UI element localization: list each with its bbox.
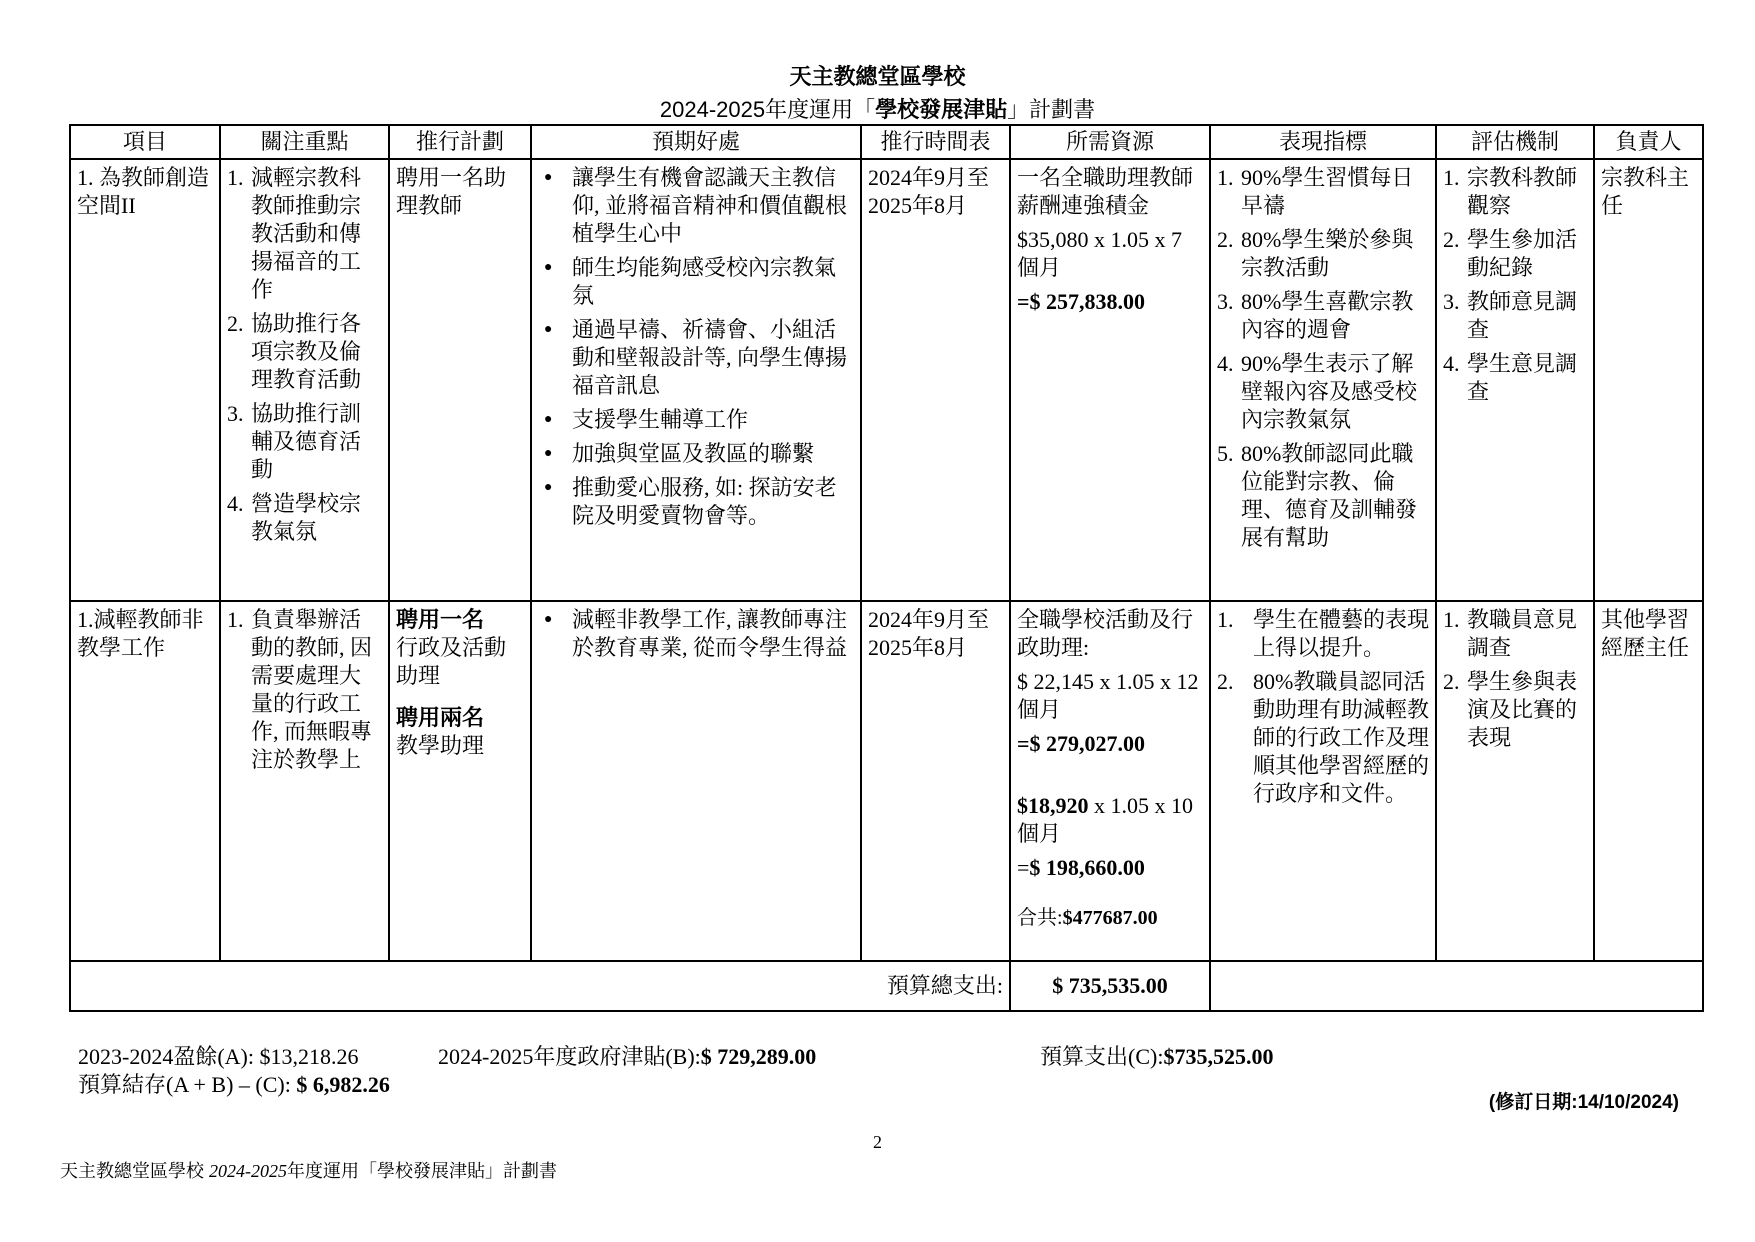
subsidy: 2024-2025年度政府津貼(B):$ 729,289.00	[438, 1044, 817, 1069]
col-header-benefits: 預期好處	[531, 125, 861, 159]
list-item: 1. 宗教科教師觀察	[1443, 165, 1578, 218]
cell-evaluation	[1436, 159, 1594, 601]
list-item: 3. 教師意見調查	[1443, 289, 1578, 342]
plan-b-bold: 聘用兩名	[396, 705, 485, 730]
list-item: ● 加強與堂區及教區的聯繫	[538, 440, 854, 468]
footer: 天主教總堂區學校 2024-2025年度運用「學校發展津貼」計劃書	[60, 1161, 558, 1181]
resource-calc-2: $18,920 x 1.05 x 10個月	[1017, 793, 1193, 846]
list-item: ● 支援學生輔導工作	[538, 406, 854, 434]
list-item: 2. 學生參與表演及比賽的表現	[1443, 669, 1578, 750]
plan-a: 行政及活動助理	[396, 635, 507, 688]
table-row	[70, 159, 1703, 601]
col-header-item: 項目	[70, 125, 220, 159]
cell-schedule: 2024年9月至2025年8月	[861, 159, 1010, 601]
list-item: 4. 90%學生表示了解壁報內容及感受校內宗教氣氛	[1217, 351, 1418, 432]
cell-evaluation	[1436, 601, 1594, 961]
plan-a-bold: 聘用一名	[396, 607, 485, 632]
resource-total-1: =$ 279,027.00	[1017, 731, 1146, 756]
list-item: 2. 協助推行各項宗教及倫理教育活動	[227, 311, 362, 392]
surplus: 2023-2024盈餘(A): $13,218.26	[78, 1044, 359, 1069]
cell-item: 1.減輕教師非教學工作	[70, 601, 220, 961]
total-empty	[1210, 961, 1703, 1011]
plan-table	[69, 124, 1704, 1012]
col-header-evaluation: 評估機制	[1436, 125, 1594, 159]
total-value: $ 735,535.00	[1010, 961, 1210, 1011]
revision-date: (修訂日期:14/10/2024)	[1488, 1092, 1679, 1113]
col-header-focus: 關注重點	[220, 125, 389, 159]
cell-plan: 聘用一名助理教師	[389, 159, 531, 601]
table-row	[70, 601, 1703, 961]
resource-sum: 合共:$477687.00	[1017, 907, 1158, 929]
total-label: 預算總支出:	[70, 961, 1010, 1011]
cell-benefits	[531, 601, 861, 961]
list-item: 3. 協助推行訓輔及德育活動	[227, 401, 362, 482]
school-title: 天主教總堂區學校	[789, 64, 966, 89]
list-item: 5. 80%教師認同此職位能對宗教、倫理、德育及訓輔發展有幫助	[1217, 441, 1418, 550]
resource-desc: 一名全職助理教師薪酬連強積金	[1017, 165, 1194, 218]
plan-title-suffix: 」計劃書	[1007, 97, 1096, 122]
resource-calc: $35,080 x 1.05 x 7 個月	[1017, 227, 1182, 280]
list-item: ● 通過早禱、祈禱會、小組活動和壁報設計等, 向學生傳揚福音訊息	[538, 316, 854, 400]
col-header-owner: 負責人	[1594, 125, 1703, 159]
list-item: 4. 營造學校宗教氣氛	[227, 491, 362, 544]
list-item: ● 師生均能夠感受校內宗教氣氛	[538, 254, 854, 310]
cell-indicators	[1210, 601, 1436, 961]
resource-calc-1: $ 22,145 x 1.05 x 12個月	[1017, 669, 1199, 722]
list-item: 1. 學生在體藝的表現上得以提升。	[1217, 607, 1430, 660]
list-item: 2. 80%學生樂於參與宗教活動	[1217, 227, 1414, 280]
expense: 預算支出(C):$735,525.00	[1040, 1044, 1274, 1069]
list-item: 1. 減輕宗教科教師推動宗教活動和傳揚福音的工作	[227, 165, 362, 302]
resource-total: =$ 257,838.00	[1017, 289, 1146, 314]
cell-focus	[220, 159, 389, 601]
list-item: 2. 80%教職員認同活動助理有助減輕教師的行政工作及理順其他學習經歷的行政序和文件。	[1217, 669, 1430, 806]
cell-owner: 宗教科主任	[1594, 159, 1703, 601]
col-header-resources: 所需資源	[1010, 125, 1210, 159]
cell-owner: 其他學習經歷主任	[1594, 601, 1703, 961]
list-item: 1. 教職員意見調查	[1443, 607, 1578, 660]
cell-resources	[1010, 159, 1210, 601]
list-item: ● 推動愛心服務, 如: 探訪安老院及明愛賣物會等。	[538, 474, 854, 530]
plan-title-bold: 學校發展津貼	[875, 97, 1008, 122]
plan-title	[0, 93, 1755, 124]
cell-plan	[389, 601, 531, 961]
col-header-schedule: 推行時間表	[861, 125, 1010, 159]
plan-b: 教學助理	[396, 733, 485, 758]
resource-total-2: =$ 198,660.00	[1017, 855, 1145, 880]
cell-indicators	[1210, 159, 1436, 601]
list-item: 1. 90%學生習慣每日早禱	[1217, 165, 1414, 218]
col-header-plan: 推行計劃	[389, 125, 531, 159]
list-item: ● 減輕非教學工作, 讓教師專注於教育專業, 從而令學生得益	[538, 606, 854, 662]
page-number: 2	[873, 1132, 882, 1152]
list-item: 2. 學生參加活動紀錄	[1443, 227, 1578, 280]
col-header-indicators: 表現指標	[1210, 125, 1436, 159]
balance: 預算結存(A + B) – (C): $ 6,982.26	[78, 1072, 390, 1097]
cell-schedule: 2024年9月至2025年8月	[861, 601, 1010, 961]
table-header-row	[70, 125, 1703, 159]
plan-title-prefix: 2024-2025年度運用「	[659, 97, 876, 122]
cell-benefits	[531, 159, 861, 601]
list-item: 1. 負責舉辦活動的教師, 因需要處理大量的行政工作, 而無暇專注於教學上	[227, 607, 373, 772]
list-item: ● 讓學生有機會認識天主教信仰, 並將福音精神和價值觀根植學生心中	[538, 164, 854, 248]
list-item: 3. 80%學生喜歡宗教內容的週會	[1217, 289, 1414, 342]
cell-focus	[220, 601, 389, 961]
cell-item: 1. 為教師創造空間II	[70, 159, 220, 601]
list-item: 4. 學生意見調查	[1443, 351, 1578, 404]
resource-desc: 全職學校活動及行政助理:	[1017, 607, 1194, 660]
cell-resources	[1010, 601, 1210, 961]
total-row	[70, 961, 1703, 1011]
